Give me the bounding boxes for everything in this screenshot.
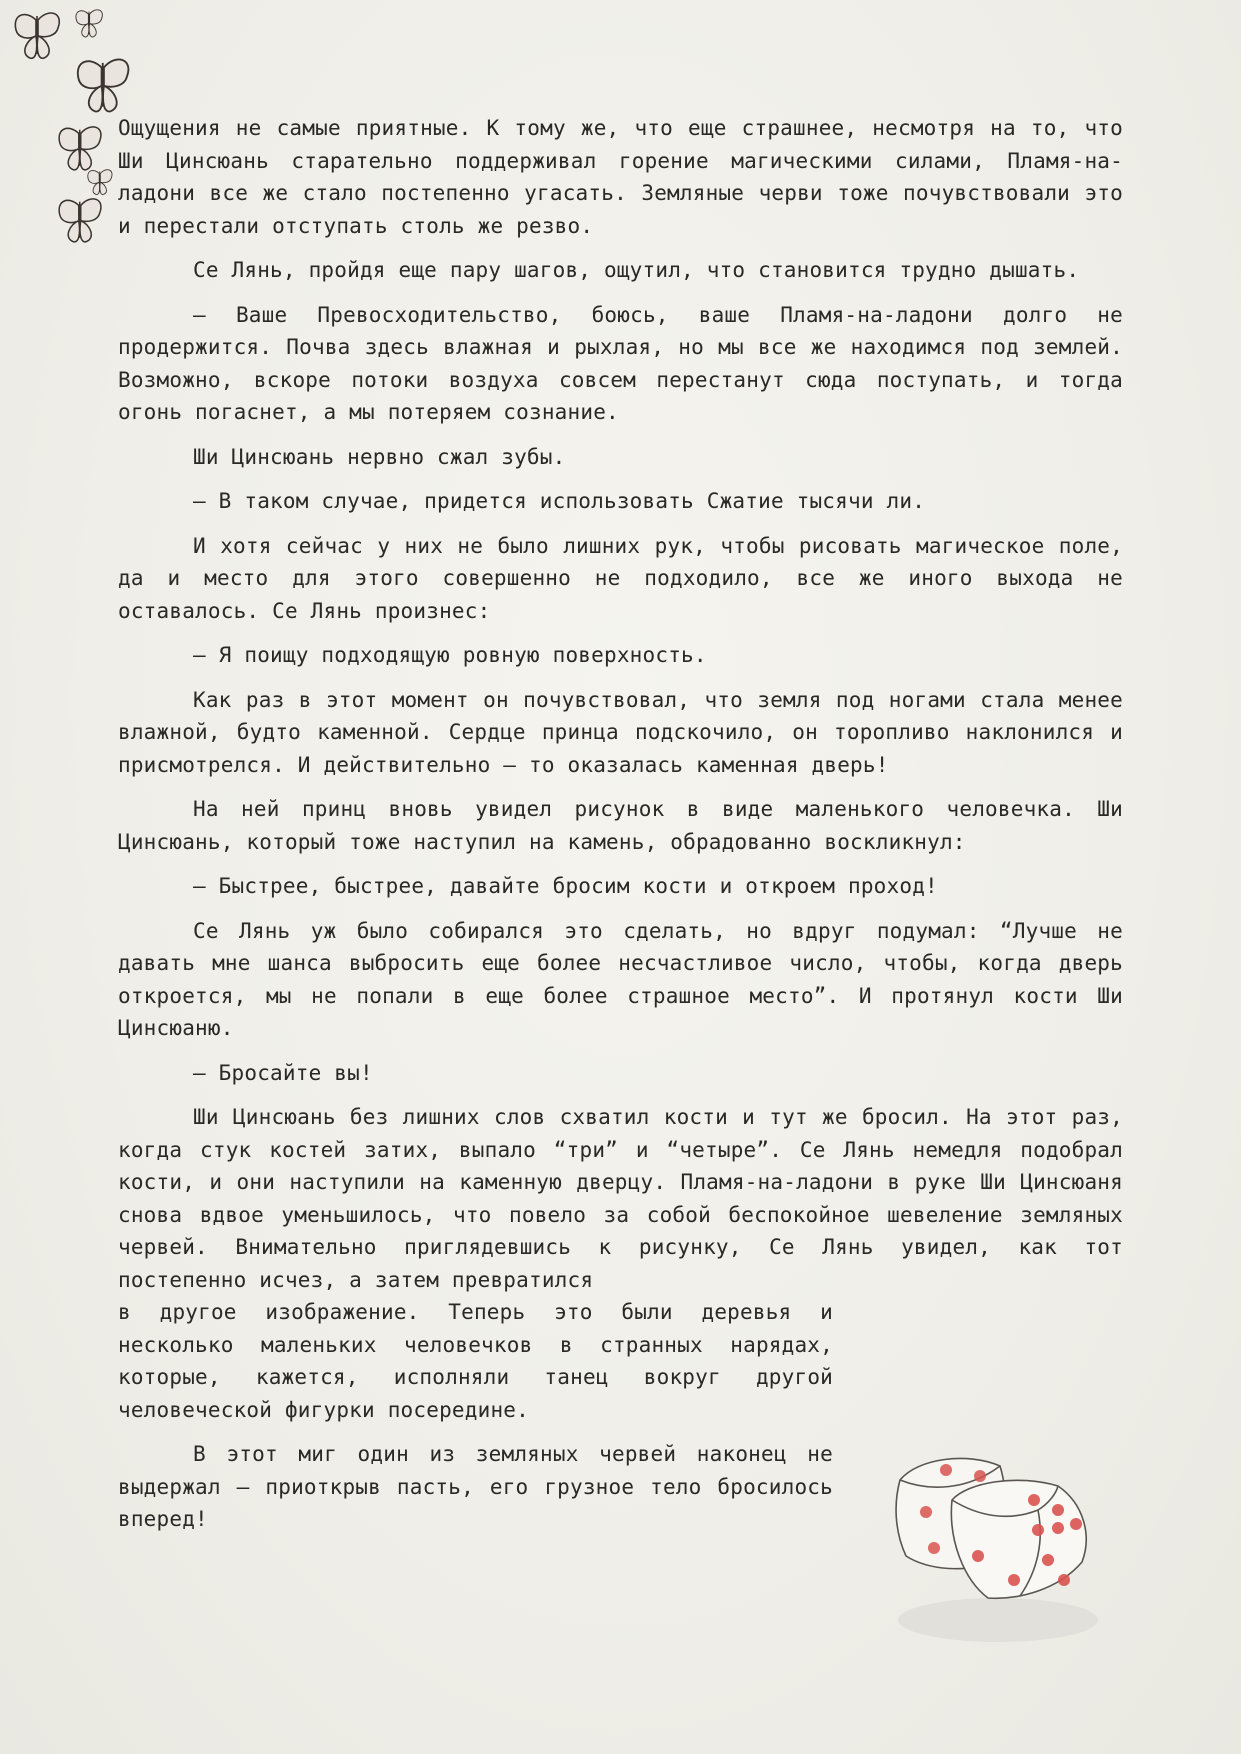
dice-icon bbox=[888, 1430, 1118, 1650]
paragraph: — Я поищу подходящую ровную поверхность. bbox=[193, 643, 707, 667]
page-text bbox=[118, 112, 1123, 1548]
paragraph: Как раз в этот момент он почувствовал, что земля под ногами стала менее влажной, будто каменной. Сердце принца подскочило, он торопливо наклонился и присмотрелся. И действительно — то оказалась каменная дверь! bbox=[118, 687, 1123, 777]
paragraph: — Ваше Превосходительство, боюсь, ваше Пламя-на-ладони долго не продержится. Почва здесь влажная и рыхлая, но мы все же находимся под землей. Возможно, вскоре потоки воздуха совсем перестанут сюда поступать, и тогда огонь погаснет, а мы потеряем сознание. bbox=[118, 302, 1123, 424]
paragraph: — В таком случае, придется использовать Сжатие тысячи ли. bbox=[193, 489, 926, 513]
paragraph: в другое изображение. Теперь это были деревья и несколько маленьких человечков в странных нарядах, которые, кажется, исполняли танец вокруг другой человеческой фигурки посередине. bbox=[118, 1300, 833, 1422]
paragraph: Се Лянь, пройдя еще пару шагов, ощутил, что становится трудно дышать. bbox=[193, 258, 1080, 282]
paragraph: В этот миг один из земляных червей наконец не выдержал — приоткрыв пасть, его грузное тело бросилось вперед! bbox=[118, 1442, 833, 1531]
paragraph: Ши Цинсюань нервно сжал зубы. bbox=[193, 444, 566, 469]
paragraph: На ней принц вновь увидел рисунок в виде маленького человечка. Ши Цинсюань, который тоже наступил на камень, обрадованно воскликнул: bbox=[118, 797, 1123, 854]
paragraph: Ши Цинсюань без лишних слов схватил кости и тут же бросил. На этот раз, когда стук костей затих, выпало “три” и “четыре”. Се Лянь немедля подобрал кости, и они наступили на каменную дверцу. Пламя-на-ладони в руке Ши Цинсюаня снова вдвое уменьшилось, что повело за собой беспокойное шевеление земляных червей. Внимательно приглядевшись к рисунку, Се Лянь увидел, как тот постепенно исчез, а затем превратился bbox=[118, 1105, 1123, 1292]
paragraph: Се Лянь уж было собирался это сделать, но вдруг подумал: “Лучше не давать мне шанса выбросить еще более несчастливое число, чтобы, когда дверь откроется, мы не попали в еще более страшное место”. И протянул кости Ши Цинсюаню. bbox=[118, 918, 1123, 1040]
paragraph: И хотя сейчас у них не было лишних рук, чтобы рисовать магическое поле, да и место для этого совершенно не подходило, все же иного выхода не оставалось. Се Лянь произнес: bbox=[118, 533, 1123, 623]
paragraph: — Бросайте вы! bbox=[193, 1060, 373, 1085]
paragraph: Ощущения не самые приятные. К тому же, что еще страшнее, несмотря на то, что Ши Цинсюань старательно поддерживал горение магическими силами, Пламя-на-ладони все же стало постепенно угасать. Земляные черви тоже почувствовали это и перестали отступать столь же резво. bbox=[118, 116, 1123, 238]
paragraph: — Быстрее, быстрее, давайте бросим кости и откроем проход! bbox=[193, 874, 938, 898]
